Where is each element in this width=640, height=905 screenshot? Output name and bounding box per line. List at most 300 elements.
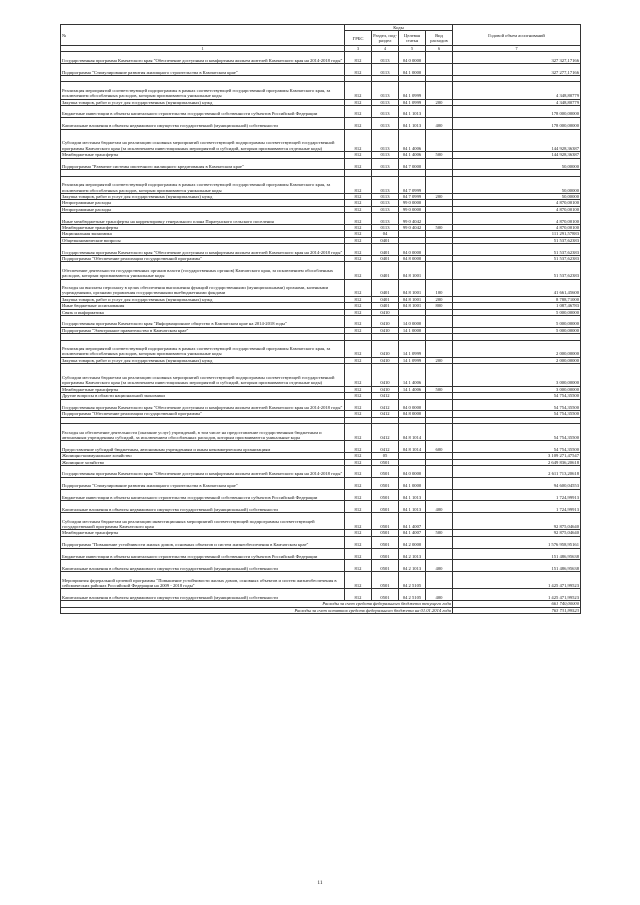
row-razdel: 0113 bbox=[372, 105, 399, 117]
row-sum: 3 000,00000 bbox=[453, 386, 581, 392]
row-grbs: 812 bbox=[345, 99, 372, 105]
row-cs: 04 2 0000 bbox=[399, 536, 426, 548]
row-vr: 500 bbox=[426, 386, 453, 392]
row-cs: 04 1 1013 bbox=[399, 501, 426, 513]
row-name: Реализация мероприятий соответствующей подпрограммы в рамках соответствующей государственной программы Камчатского края, за исключением обособленных расходов, которым присваиваются уникальные коды bbox=[61, 340, 345, 357]
row-sum: 50,00000 bbox=[453, 176, 581, 193]
table-row bbox=[61, 176, 581, 193]
row-cs: 04 1 4006 bbox=[399, 129, 426, 152]
row-vr: 400 bbox=[426, 589, 453, 601]
row-sum: 1 425 471,99523 bbox=[453, 572, 581, 589]
row-sum: 51 537,62383 bbox=[453, 237, 581, 243]
row-razdel: 0113 bbox=[372, 206, 399, 212]
row-grbs: 812 bbox=[345, 262, 372, 279]
row-grbs: 812 bbox=[345, 255, 372, 261]
row-name: Расходы на обеспечение деятельности (оказание услуг) учреждений, в том числе на предоставление государственным бюджетным и автономным учреждениям субсидий, за исключением обособленных расходов, которым присваиваются уникальные коды bbox=[61, 424, 345, 441]
row-cs: 04 0 0000 bbox=[399, 399, 426, 411]
row-vr bbox=[426, 129, 453, 152]
row-cs: 99 0 4042 bbox=[399, 213, 426, 225]
row-cs: 14 1 0000 bbox=[399, 327, 426, 333]
row-name: Жилищно-коммунальное хозяйство bbox=[61, 453, 345, 459]
row-razdel: 0501 bbox=[372, 589, 399, 601]
row-vr: 500 bbox=[426, 530, 453, 536]
row-razdel: 0501 bbox=[372, 489, 399, 501]
colnum: 4 bbox=[372, 46, 399, 52]
row-sum: 5 000,00000 bbox=[453, 309, 581, 315]
row-sum: 51 537,62383 bbox=[453, 255, 581, 261]
page-number: 11 bbox=[317, 880, 323, 886]
row-vr bbox=[426, 82, 453, 99]
table-row bbox=[61, 279, 581, 296]
row-name: Мероприятия федеральной целевой программы "Повышение устойчивости жилых домов, основных объектов и систем жизнеобеспечения в сейсмических районах Российской Федерации на 2009 - 2018 годы" bbox=[61, 572, 345, 589]
row-sum: 327 327,17166 bbox=[453, 52, 581, 64]
row-vr bbox=[426, 315, 453, 327]
row-vr bbox=[426, 213, 453, 225]
table-row bbox=[61, 244, 581, 256]
row-vr bbox=[426, 244, 453, 256]
row-vr bbox=[426, 424, 453, 441]
row-name: Государственная программа Камчатского края "Информационное общество в Камчатском крае на 2014-2018 годы" bbox=[61, 315, 345, 327]
row-grbs: 812 bbox=[345, 501, 372, 513]
row-razdel: 0410 bbox=[372, 364, 399, 387]
row-sum: 327 277,17166 bbox=[453, 64, 581, 76]
row-razdel: 0412 bbox=[372, 411, 399, 417]
row-name: Обеспечение деятельности государственных органов власти (государственных органов) Камчатского края, за исключением обособленных расходов, которым присваиваются уникальные коды bbox=[61, 262, 345, 279]
row-sum: 54 754,35500 bbox=[453, 441, 581, 453]
row-vr bbox=[426, 399, 453, 411]
row-sum: 4 870,00100 bbox=[453, 224, 581, 230]
row-grbs: 812 bbox=[345, 453, 372, 459]
row-grbs: 812 bbox=[345, 158, 372, 170]
row-name: Государственная программа Камчатского края "Обеспечение доступным и комфортным жильем жителей Камчатского края на 2014-2018 годы" bbox=[61, 244, 345, 256]
row-grbs: 812 bbox=[345, 129, 372, 152]
row-cs: 04 2 5105 bbox=[399, 589, 426, 601]
row-razdel: 0113 bbox=[372, 176, 399, 193]
row-name: Межбюджетные трансферты bbox=[61, 152, 345, 158]
row-vr: 200 bbox=[426, 99, 453, 105]
row-cs: 99 0 0000 bbox=[399, 206, 426, 212]
row-vr: 200 bbox=[426, 357, 453, 363]
row-razdel: 0401 bbox=[372, 237, 399, 243]
table-row bbox=[61, 489, 581, 501]
row-razdel: 0501 bbox=[372, 572, 399, 589]
row-sum: 1 724,99913 bbox=[453, 501, 581, 513]
row-sum: 151 486,95638 bbox=[453, 560, 581, 572]
row-name: Подпрограмма "Обеспечение реализации государственной программы" bbox=[61, 255, 345, 261]
row-cs: 04 2 1013 bbox=[399, 560, 426, 572]
row-cs: 04 1 4006 bbox=[399, 152, 426, 158]
budget-table bbox=[60, 24, 581, 614]
row-grbs: 812 bbox=[345, 357, 372, 363]
row-sum: 3 109 271,47547 bbox=[453, 453, 581, 459]
row-sum: 54 754,35500 bbox=[453, 393, 581, 399]
row-sum: 178 000,00000 bbox=[453, 105, 581, 117]
row-name: Капитальные вложения в объекты недвижимого имущества государственной (муниципальной) собственности bbox=[61, 117, 345, 129]
row-sum: 92 875,04640 bbox=[453, 530, 581, 536]
row-vr: 800 bbox=[426, 303, 453, 309]
row-cs: 04 8 1014 bbox=[399, 424, 426, 441]
row-cs: 04 8 0000 bbox=[399, 411, 426, 417]
row-name: Закупка товаров, работ и услуг для государственных (муниципальных) нужд bbox=[61, 99, 345, 105]
row-grbs: 812 bbox=[345, 117, 372, 129]
row-name: Закупка товаров, работ и услуг для государственных (муниципальных) нужд bbox=[61, 357, 345, 363]
row-grbs: 812 bbox=[345, 52, 372, 64]
row-name: Бюджетные инвестиции в объекты капитального строительства государственной собственности субъектов Российской Федерации bbox=[61, 489, 345, 501]
table-row bbox=[61, 513, 581, 530]
row-cs: 04 1 1013 bbox=[399, 105, 426, 117]
row-razdel: 0410 bbox=[372, 327, 399, 333]
row-razdel: 0113 bbox=[372, 213, 399, 225]
table-row bbox=[61, 64, 581, 76]
row-name: Расходы на выплаты персоналу в целях обеспечения выполнения функций государственными (муниципальными) органами, казенными учреждениями, органами управления государственными внебюджетными фондами bbox=[61, 279, 345, 296]
row-grbs: 812 bbox=[345, 303, 372, 309]
row-sum: 4 870,00100 bbox=[453, 213, 581, 225]
row-name: Национальная экономика bbox=[61, 231, 345, 237]
row-cs: 14 1 0999 bbox=[399, 340, 426, 357]
row-sum: 51 537,62383 bbox=[453, 244, 581, 256]
row-razdel: 0113 bbox=[372, 99, 399, 105]
row-razdel: 0401 bbox=[372, 279, 399, 296]
row-vr bbox=[426, 465, 453, 477]
row-grbs: 812 bbox=[345, 536, 372, 548]
total-row bbox=[61, 607, 581, 613]
table-row bbox=[61, 213, 581, 225]
table-row bbox=[61, 536, 581, 548]
row-razdel: 0501 bbox=[372, 513, 399, 530]
table-row bbox=[61, 315, 581, 327]
total-sum: 661 740,00000 bbox=[453, 601, 581, 607]
row-name: Государственная программа Камчатского края "Обеспечение доступным и комфортным жильем жителей Камчатского края на 2014-2018 годы" bbox=[61, 399, 345, 411]
row-vr: 600 bbox=[426, 441, 453, 453]
row-grbs: 812 bbox=[345, 424, 372, 441]
row-grbs: 812 bbox=[345, 393, 372, 399]
row-vr bbox=[426, 105, 453, 117]
row-cs: 04 7 0999 bbox=[399, 193, 426, 199]
row-name: Капитальные вложения в объекты недвижимого имущества государственной (муниципальной) собственности bbox=[61, 560, 345, 572]
row-name: Реализация мероприятий соответствующей подпрограммы в рамках соответствующей государственной программы Камчатского края, за исключением обособленных расходов, которым присваиваются уникальные коды bbox=[61, 176, 345, 193]
row-vr: 500 bbox=[426, 224, 453, 230]
row-name: Межбюджетные трансферты bbox=[61, 224, 345, 230]
row-sum: 1 425 471,99523 bbox=[453, 589, 581, 601]
row-grbs: 812 bbox=[345, 296, 372, 302]
table-row bbox=[61, 424, 581, 441]
colnum: 5 bbox=[399, 46, 426, 52]
table-row bbox=[61, 262, 581, 279]
row-name: Субсидии местным бюджетам на реализацию инвестиционных мероприятий соответствующей подпрограммы соответствующей государственной программы Камчатского края bbox=[61, 513, 345, 530]
row-vr bbox=[426, 158, 453, 170]
row-sum: 178 000,00000 bbox=[453, 117, 581, 129]
row-razdel: 0401 bbox=[372, 262, 399, 279]
row-name: Государственная программа Камчатского края "Обеспечение доступным и комфортным жильем жителей Камчатского края на 2014-2018 годы" bbox=[61, 52, 345, 64]
row-sum: 54 754,35500 bbox=[453, 399, 581, 411]
row-cs: 04 0 0000 bbox=[399, 465, 426, 477]
row-cs: 04 8 0000 bbox=[399, 255, 426, 261]
row-razdel: 0410 bbox=[372, 340, 399, 357]
row-vr: 500 bbox=[426, 152, 453, 158]
colnum: 3 bbox=[345, 46, 372, 52]
table-row bbox=[61, 82, 581, 99]
row-razdel: 0412 bbox=[372, 424, 399, 441]
row-name: Подпрограмма "Обеспечение реализации государственной программы" bbox=[61, 411, 345, 417]
row-grbs: 812 bbox=[345, 206, 372, 212]
table-row bbox=[61, 589, 581, 601]
row-name: Государственная программа Камчатского края "Обеспечение доступным и комфортным жильем жителей Камчатского края на 2014-2018 годы" bbox=[61, 465, 345, 477]
row-razdel: 0113 bbox=[372, 82, 399, 99]
row-name: Подпрограмма "Развитие системы ипотечного жилищного кредитования в Камчатском крае" bbox=[61, 158, 345, 170]
row-cs: 04 8 1001 bbox=[399, 303, 426, 309]
row-grbs: 812 bbox=[345, 315, 372, 327]
row-vr bbox=[426, 64, 453, 76]
row-sum: 54 754,35500 bbox=[453, 411, 581, 417]
row-grbs: 812 bbox=[345, 309, 372, 315]
row-cs: 14 1 0999 bbox=[399, 357, 426, 363]
row-name: Бюджетные инвестиции в объекты капитального строительства государственной собственности субъектов Российской Федерации bbox=[61, 548, 345, 560]
row-cs: 14 0 0000 bbox=[399, 315, 426, 327]
row-razdel: 0412 bbox=[372, 393, 399, 399]
row-grbs: 812 bbox=[345, 213, 372, 225]
row-name: Подпрограмма "Электронное правительство в Камчатском крае" bbox=[61, 327, 345, 333]
total-label: Расходы за счет средств федерального бюджета текущего года bbox=[61, 601, 453, 607]
header-sum: Годовой объем ассигнований bbox=[453, 25, 581, 46]
row-razdel: 0113 bbox=[372, 52, 399, 64]
row-name: Межбюджетные трансферты bbox=[61, 530, 345, 536]
row-grbs: 812 bbox=[345, 560, 372, 572]
row-razdel: 0113 bbox=[372, 117, 399, 129]
row-vr bbox=[426, 176, 453, 193]
header-vr: Вид расходов bbox=[426, 31, 453, 46]
row-cs: 04 8 1014 bbox=[399, 441, 426, 453]
row-sum: 5 000,00000 bbox=[453, 327, 581, 333]
row-cs: 04 8 1001 bbox=[399, 262, 426, 279]
row-grbs: 812 bbox=[345, 411, 372, 417]
row-grbs: 812 bbox=[345, 200, 372, 206]
row-razdel: 0113 bbox=[372, 129, 399, 152]
row-name: Подпрограмма "Стимулирование развития жилищного строительства в Камчатском крае" bbox=[61, 64, 345, 76]
row-grbs: 812 bbox=[345, 340, 372, 357]
colnum: 1 bbox=[61, 46, 345, 52]
row-grbs: 812 bbox=[345, 105, 372, 117]
row-cs: 04 1 1013 bbox=[399, 117, 426, 129]
row-name: Субсидии местным бюджетам на реализацию основных мероприятий соответствующей подпрограммы соответствующей государственной программы Камчатского края (за исключением инвестиционных мероприятий и субсидий, которым присваиваются отдельные коды) bbox=[61, 364, 345, 387]
row-name: Жилищное хозяйство bbox=[61, 459, 345, 465]
row-grbs: 812 bbox=[345, 513, 372, 530]
row-sum: 2 000,00000 bbox=[453, 357, 581, 363]
table-row bbox=[61, 129, 581, 152]
row-vr bbox=[426, 489, 453, 501]
total-sum: 763 731,99523 bbox=[453, 607, 581, 613]
row-vr bbox=[426, 477, 453, 489]
row-sum: 4 348,80779 bbox=[453, 82, 581, 99]
row-razdel: 0501 bbox=[372, 477, 399, 489]
row-sum: 50,00000 bbox=[453, 158, 581, 170]
row-razdel: 0401 bbox=[372, 255, 399, 261]
row-cs: 04 1 1013 bbox=[399, 489, 426, 501]
row-grbs: 812 bbox=[345, 459, 372, 465]
row-name: Подпрограмма "Стимулирование развития жилищного строительства в Камчатском крае" bbox=[61, 477, 345, 489]
table-row bbox=[61, 117, 581, 129]
row-razdel: 0410 bbox=[372, 357, 399, 363]
row-razdel: 05 bbox=[372, 453, 399, 459]
row-grbs: 812 bbox=[345, 224, 372, 230]
row-razdel: 0401 bbox=[372, 244, 399, 256]
row-name: Непрограммные расходы bbox=[61, 206, 345, 212]
row-cs: 04 7 0999 bbox=[399, 176, 426, 193]
row-cs: 04 8 1001 bbox=[399, 279, 426, 296]
row-grbs: 812 bbox=[345, 477, 372, 489]
header-grbs: ГРБС bbox=[345, 31, 372, 46]
row-grbs: 812 bbox=[345, 441, 372, 453]
row-grbs: 812 bbox=[345, 589, 372, 601]
row-vr bbox=[426, 340, 453, 357]
row-sum: 1 724,99913 bbox=[453, 489, 581, 501]
row-vr: 100 bbox=[426, 279, 453, 296]
row-razdel: 0501 bbox=[372, 501, 399, 513]
row-razdel: 0113 bbox=[372, 158, 399, 170]
row-cs: 99 0 4042 bbox=[399, 224, 426, 230]
row-grbs: 812 bbox=[345, 399, 372, 411]
row-name: Бюджетные инвестиции в объекты капитального строительства государственной собственности субъектов Российской Федерации bbox=[61, 105, 345, 117]
budget-document bbox=[60, 24, 581, 614]
row-razdel: 0113 bbox=[372, 152, 399, 158]
header-cs: Целевая статья bbox=[399, 31, 426, 46]
row-cs: 14 1 4006 bbox=[399, 364, 426, 387]
row-name: Закупка товаров, работ и услуг для государственных (муниципальных) нужд bbox=[61, 296, 345, 302]
row-razdel: 0401 bbox=[372, 303, 399, 309]
row-razdel: 0501 bbox=[372, 530, 399, 536]
row-razdel: 0113 bbox=[372, 224, 399, 230]
row-sum: 54 754,35500 bbox=[453, 424, 581, 441]
row-razdel: 0501 bbox=[372, 536, 399, 548]
table-row bbox=[61, 501, 581, 513]
row-sum: 111 291,57883 bbox=[453, 231, 581, 237]
header-razdel: Раздел, под-раздел bbox=[372, 31, 399, 46]
row-grbs: 812 bbox=[345, 152, 372, 158]
row-vr bbox=[426, 364, 453, 387]
row-cs: 04 7 0000 bbox=[399, 158, 426, 170]
row-sum: 4 348,80779 bbox=[453, 99, 581, 105]
row-vr bbox=[426, 548, 453, 560]
row-name: Непрограммные расходы bbox=[61, 200, 345, 206]
row-cs: 04 1 0999 bbox=[399, 82, 426, 99]
row-vr: 400 bbox=[426, 117, 453, 129]
row-razdel: 0501 bbox=[372, 459, 399, 465]
row-razdel: 0401 bbox=[372, 296, 399, 302]
row-name: Общеэкономические вопросы bbox=[61, 237, 345, 243]
row-cs: 04 1 4007 bbox=[399, 513, 426, 530]
row-sum: 8 788,71000 bbox=[453, 296, 581, 302]
row-grbs: 812 bbox=[345, 64, 372, 76]
row-razdel: 0412 bbox=[372, 399, 399, 411]
row-name: Связь и информатика bbox=[61, 309, 345, 315]
row-razdel: 0410 bbox=[372, 309, 399, 315]
row-sum: 4 870,00100 bbox=[453, 206, 581, 212]
row-sum: 151 486,95638 bbox=[453, 548, 581, 560]
row-razdel: 0412 bbox=[372, 441, 399, 453]
row-name: Межбюджетные трансферты bbox=[61, 386, 345, 392]
total-label: Расходы за счет остатков средств федерального бюджета на 01.01.2014 года bbox=[61, 607, 453, 613]
row-sum: 94 600,04553 bbox=[453, 477, 581, 489]
row-sum: 2 649 836,20618 bbox=[453, 459, 581, 465]
row-grbs: 812 bbox=[345, 465, 372, 477]
header-codes: Коды bbox=[345, 25, 453, 31]
row-grbs: 812 bbox=[345, 82, 372, 99]
row-razdel: 0113 bbox=[372, 200, 399, 206]
row-vr: 200 bbox=[426, 193, 453, 199]
colnum: 6 bbox=[426, 46, 453, 52]
row-sum: 41 661,45600 bbox=[453, 279, 581, 296]
row-name: Подпрограмма "Повышение устойчивости жилых домов, основных объектов и систем жизнеобеспечения в Камчатском крае" bbox=[61, 536, 345, 548]
row-cs: 04 2 1013 bbox=[399, 548, 426, 560]
row-grbs: 812 bbox=[345, 193, 372, 199]
table-row bbox=[61, 465, 581, 477]
table-row bbox=[61, 560, 581, 572]
row-sum: 1 576 958,95161 bbox=[453, 536, 581, 548]
row-name: Капитальные вложения в объекты недвижимого имущества государственной (муниципальной) собственности bbox=[61, 589, 345, 601]
row-grbs: 812 bbox=[345, 327, 372, 333]
row-grbs: 812 bbox=[345, 386, 372, 392]
row-grbs: 812 bbox=[345, 231, 372, 237]
row-razdel: 0501 bbox=[372, 548, 399, 560]
row-cs: 04 1 0000 bbox=[399, 477, 426, 489]
table-row bbox=[61, 477, 581, 489]
row-cs: 99 0 0000 bbox=[399, 200, 426, 206]
row-cs: 04 0 0000 bbox=[399, 244, 426, 256]
table-body bbox=[61, 52, 581, 614]
row-razdel: 0501 bbox=[372, 465, 399, 477]
row-name: Иные бюджетные ассигнования bbox=[61, 303, 345, 309]
table-row bbox=[61, 105, 581, 117]
row-sum: 3 000,00000 bbox=[453, 364, 581, 387]
row-vr bbox=[426, 536, 453, 548]
row-cs: 04 0 0000 bbox=[399, 52, 426, 64]
table-row bbox=[61, 441, 581, 453]
row-name: Капитальные вложения в объекты недвижимого имущества государственной (муниципальной) собственности bbox=[61, 501, 345, 513]
row-cs: 04 2 5105 bbox=[399, 572, 426, 589]
table-row bbox=[61, 548, 581, 560]
row-vr bbox=[426, 513, 453, 530]
row-sum: 1 087,46783 bbox=[453, 303, 581, 309]
table-row bbox=[61, 52, 581, 64]
table-row bbox=[61, 158, 581, 170]
row-vr bbox=[426, 52, 453, 64]
row-razdel: 0113 bbox=[372, 64, 399, 76]
row-name: Закупка товаров, работ и услуг для государственных (муниципальных) нужд bbox=[61, 193, 345, 199]
row-vr: 200 bbox=[426, 296, 453, 302]
row-cs: 04 8 1001 bbox=[399, 296, 426, 302]
row-grbs: 812 bbox=[345, 548, 372, 560]
row-grbs: 812 bbox=[345, 279, 372, 296]
row-sum: 92 875,04640 bbox=[453, 513, 581, 530]
row-grbs: 812 bbox=[345, 364, 372, 387]
row-cs: 04 1 0000 bbox=[399, 64, 426, 76]
colnum: 7 bbox=[453, 46, 581, 52]
row-vr: 400 bbox=[426, 501, 453, 513]
row-name: Реализация мероприятий соответствующей подпрограммы в рамках соответствующей государственной программы Камчатского края, за исключением обособленных расходов, которым присваиваются уникальные коды bbox=[61, 82, 345, 99]
row-cs: 14 1 4006 bbox=[399, 386, 426, 392]
row-sum: 50,00000 bbox=[453, 193, 581, 199]
row-grbs: 812 bbox=[345, 244, 372, 256]
row-razdel: 04 bbox=[372, 231, 399, 237]
row-sum: 2 611 713,20618 bbox=[453, 465, 581, 477]
row-cs: 04 1 4007 bbox=[399, 530, 426, 536]
table-row bbox=[61, 364, 581, 387]
row-cs: 04 1 0999 bbox=[399, 99, 426, 105]
row-name: Субсидии местным бюджетам на реализацию основных мероприятий соответствующей подпрограммы соответствующей государственной программы Камчатского края (за исключением инвестиционных мероприятий и субсидий, которым присваиваются отдельные коды) bbox=[61, 129, 345, 152]
row-grbs: 812 bbox=[345, 489, 372, 501]
row-sum: 144 928,36387 bbox=[453, 129, 581, 152]
table-row bbox=[61, 399, 581, 411]
row-name: Иные межбюджетные трансферты на корректировку генерального плана Паратунского сельского поселения bbox=[61, 213, 345, 225]
